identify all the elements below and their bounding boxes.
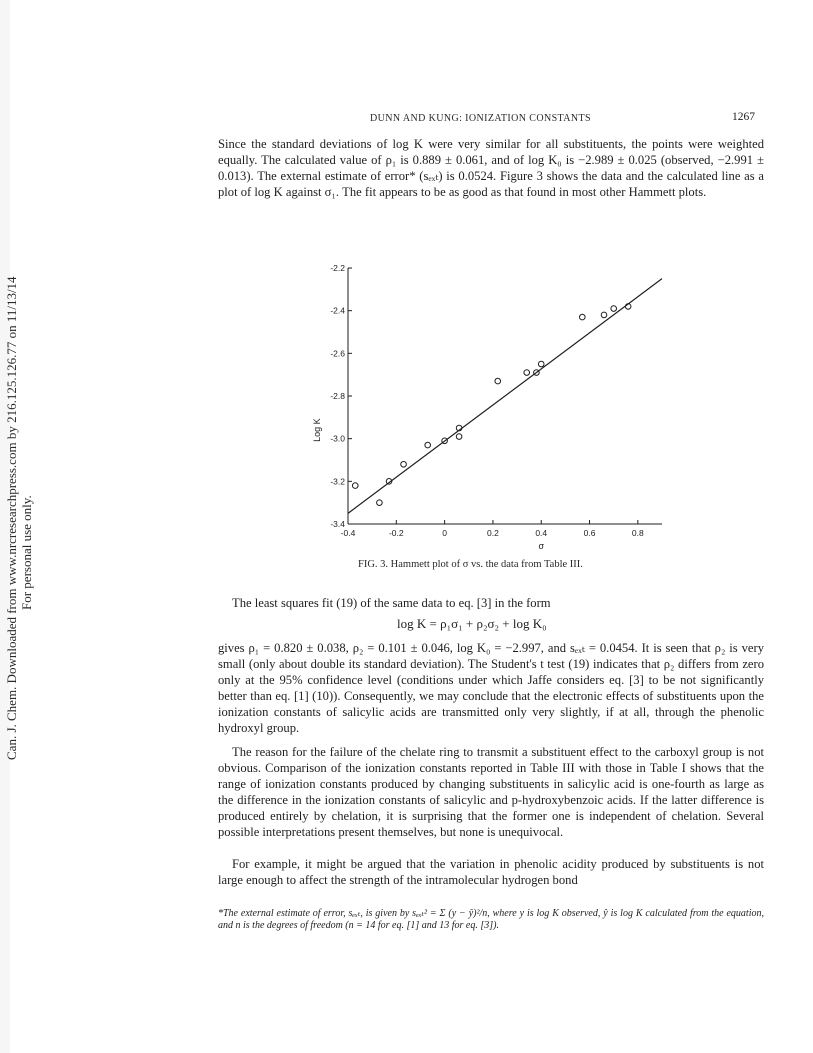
data-point: [601, 312, 607, 318]
paragraph-2: The least squares fit (19) of the same data to eq. [3] in the form: [232, 596, 551, 610]
data-point: [495, 378, 501, 384]
figure-caption: FIG. 3. Hammett plot of σ vs. the data from Table III.: [358, 559, 583, 570]
hammett-plot: [310, 262, 670, 552]
y-tick-label: -2.4: [330, 305, 345, 316]
x-tick-label: 0.8: [631, 528, 644, 538]
data-point: [425, 442, 431, 448]
x-tick-label: 0.4: [535, 528, 548, 538]
y-axis-label: Log K: [312, 418, 322, 442]
x-axis-label: σ: [538, 541, 545, 551]
data-points: [352, 304, 631, 506]
y-tick-label: -3.0: [330, 433, 345, 444]
paragraph-4: The reason for the failure of the chelate ring to transmit a substituent effect to the carboxyl group is not obvious. Comparison of the ionization constants reported in Table III with those in Table I shows that the range of ionization constants produced by changing substituents in salicylic acid is one-fourth as large as the difference in the ionization constants of salicylic and p-hydroxybenzoic acids. If the latter difference is produced entirely by chelation, it is surprising that the former one is independent of chelation. Several possible interpretations present themselves, but none is unequivocal.: [218, 745, 764, 839]
paragraph-3: gives ρ₁ = 0.820 ± 0.038, ρ₂ = 0.101 ± 0.046, log K₀ = −2.997, and sₑₓₜ = 0.0454. It is seen that ρ₂ is very small (only about double its standard deviation). The Student's t test (19) indicates that ρ₂ differs from zero only at the 95% confidence level (conditions under which Jaffe considers eq. [3] to be not significantly better than eq. [1] (10)). Consequently, we may conclude that the electronic effects of substituents upon the ionization constants of salicylic acids are transmitted only very slightly, if at all, through the phenolic hydroxyl group.: [218, 641, 764, 735]
y-tick-label: -2.2: [330, 263, 345, 273]
x-tick-label: 0.6: [583, 528, 596, 538]
plot-ticks: [330, 263, 644, 538]
x-tick-label: -0.2: [388, 528, 404, 538]
data-point: [524, 370, 530, 376]
paragraph-5: For example, it might be argued that the variation in phenolic acidity produced by substituents is not large enough to affect the strength of the intramolecular hydrogen bond: [218, 857, 764, 887]
x-tick-label: -0.4: [340, 528, 356, 538]
running-header: DUNN AND KUNG: IONIZATION CONSTANTS: [370, 113, 591, 124]
download-notice-line2: For personal use only.: [19, 495, 34, 610]
x-tick-label: 0.2: [487, 528, 499, 538]
data-point: [377, 500, 383, 506]
download-notice-line1: Can. J. Chem. Downloaded from www.nrcresearchpress.com by 216.125.126.77 on 11/13/14: [4, 276, 19, 760]
y-tick-label: -3.2: [330, 476, 345, 487]
fit-line-layer: [348, 279, 662, 514]
footnote: *The external estimate of error, sₑₓₜ, is given by sₑₓₜ² = Σ (y − ŷ)²/n, where y is log K observed, ŷ is log K calculated from the equation, and n is the degrees of freedom (n = 14 for eq. [1] and 13 for eq. [3]).: [218, 908, 764, 931]
download-notice: [4, 240, 34, 760]
y-tick-label: -2.8: [330, 391, 345, 401]
equation: log K = ρ₁σ₁ + ρ₂σ₂ + log K₀: [397, 616, 547, 631]
data-point: [611, 306, 617, 312]
data-point: [352, 483, 358, 489]
data-point: [538, 361, 544, 367]
data-point: [456, 434, 462, 440]
data-point: [401, 461, 407, 467]
fit-line: [348, 279, 662, 514]
y-tick-label: -3.4: [330, 519, 345, 529]
page-number: 1267: [732, 111, 755, 123]
data-point: [579, 314, 585, 320]
paragraph-1: Since the standard deviations of log K were very similar for all substituents, the points were weighted equally. The calculated value of ρ₁ is 0.889 ± 0.061, and of log K₀ is −2.989 ± 0.025 (observed, −2.991 ± 0.013). The external estimate of error* (sₑₓₜ) is 0.0524. Figure 3 shows the data and the calculated line as a plot of log K against σ₁. The fit appears to be as good as that found in most other Hammett plots.: [218, 137, 764, 199]
x-tick-label: 0: [442, 528, 447, 538]
y-tick-label: -2.6: [330, 348, 345, 359]
